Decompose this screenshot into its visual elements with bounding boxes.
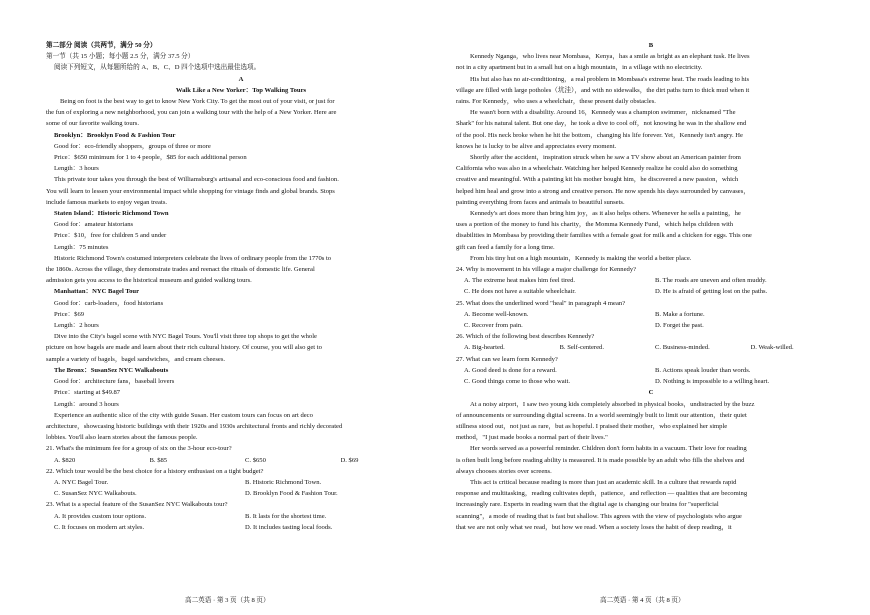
text-line: increasingly rare. Experts in reading warn that the digital age is changing our brains for "superficial bbox=[456, 501, 719, 509]
text-line: 第二部分 阅读（共两节，满分 50 分） bbox=[46, 42, 157, 49]
text-line: 第一节（共 15 小题；每小题 2.5 分，满分 37.5 分） bbox=[46, 53, 195, 61]
text-line: knows he is lucky to be alive and appreciates every moment. bbox=[456, 142, 617, 150]
text-line: gift can feed a family for a long time. bbox=[456, 243, 555, 251]
footer-left-page-number: 高二英语 · 第 3 页（共 8 页） bbox=[185, 597, 270, 604]
text-line: that we are not only what we read，but how we read. When a society loses the habit of deep reading，it bbox=[456, 523, 732, 531]
text-line: From his tiny hut on a high mountain，Kennedy is making the world a better place. bbox=[470, 254, 692, 262]
answer-option: B. It lasts for the shortest time. bbox=[245, 512, 327, 520]
text-line: Good for：architecture fans，baseball lovers bbox=[54, 378, 175, 386]
text-line: Manhattan：NYC Bagel Tour bbox=[54, 288, 139, 296]
answer-option: C. Good things come to those who wait. bbox=[464, 378, 571, 386]
text-line: 21. What's the minimum fee for a group of six on the 3-hour eco-tour? bbox=[46, 445, 232, 453]
text-line: This act is critical because reading is more than just an academic skill. In a culture that rewards rapid bbox=[470, 478, 737, 486]
text-line: Dive into the City's bagel scene with NYC Bagel Tours. You'll visit three top shops to get the whole bbox=[54, 333, 317, 341]
answer-option: C. Recover from pain. bbox=[464, 322, 523, 330]
text-line: Kennedy's art does more than bring him joy，as it also helps others. Whenever he sells a painting，he bbox=[470, 210, 741, 218]
text-line: This private tour takes you through the best of Williamsburg's artisanal and eco-conscious food and fashion. bbox=[54, 176, 339, 184]
right-page-column bbox=[456, 40, 846, 533]
text-line: 阅读下列短文，从每题所给的 A、B、C、D 四个选项中选出最佳选项。 bbox=[54, 64, 261, 72]
answer-option: D. It includes tasting local foods. bbox=[245, 523, 333, 531]
text-line: A bbox=[238, 75, 244, 83]
text-line: Good for：eco-friendly shoppers，groups of three or more bbox=[54, 142, 211, 150]
text-line: Walk Like a New Yorker：Top Walking Tours bbox=[175, 86, 307, 94]
text-line: Price：starting at $49.87 bbox=[54, 389, 121, 397]
answer-options bbox=[456, 376, 846, 387]
answer-options bbox=[456, 309, 846, 320]
text-line: village are filled with large potholes（坑洼），and with no sidewalks，the dirt paths turn to thick mud when it bbox=[456, 86, 750, 94]
text-line: sample a variety of bagels，bagel sandwiches，and cream cheeses. bbox=[46, 355, 226, 363]
answer-options bbox=[46, 511, 436, 522]
answer-option: A. Good deed is done for a reward. bbox=[464, 366, 557, 374]
text-line: Good for：carb-loaders，food historians bbox=[54, 299, 164, 307]
text-line: creative and meaningful. With a painting kit his mother bought him，he discovered a new passion，which bbox=[456, 176, 739, 184]
answer-options bbox=[456, 320, 846, 331]
text-line: picture on how bagels are made and learn about their rich cultural history. Of course, you will also get to bbox=[46, 344, 322, 352]
answer-option: D. Nothing is impossible to a willing heart. bbox=[655, 378, 770, 386]
answer-options bbox=[456, 342, 846, 353]
answer-option: A. The extreme heat makes him feel tired. bbox=[464, 277, 576, 285]
text-line: Brooklyn：Brooklyn Food & Fashion Tour bbox=[54, 131, 176, 139]
text-line: Good for：amateur historians bbox=[54, 221, 134, 229]
text-line: of the pool. His neck broke when he hit the bottom，changing his life forever. Yet，Kennedy isn't angry. He bbox=[456, 131, 743, 139]
left-page-column bbox=[46, 40, 436, 533]
answer-options bbox=[46, 455, 436, 466]
answer-option: B. Make a fortune. bbox=[655, 310, 705, 318]
answer-option: A. Become well-known. bbox=[464, 310, 529, 318]
text-line: uses a portion of the money to fund his charity，the Momma Kennedy Fund，which helps children with bbox=[456, 221, 734, 229]
text-line: helped him heal and grow into a strong and creative person. He now spends his days surrounded by canvases， bbox=[456, 187, 750, 195]
text-line: of announcements or surrounding digital screens. In a world seemingly built to limit our attention，their quiet bbox=[456, 411, 747, 419]
text-line: Staten Island：Historic Richmond Town bbox=[54, 210, 169, 218]
text-line: The Bronx：SusanSez NYC Walkabouts bbox=[54, 366, 169, 374]
text-line: painting everything from faces and animals to beautiful sunsets. bbox=[456, 198, 625, 206]
answer-option: D. He is afraid of getting lost on the paths. bbox=[655, 288, 768, 296]
text-line: Price：$69 bbox=[54, 310, 85, 318]
text-line: the 1860s. Across the village, they demonstrate trades and reenact the rituals of domestic life. General bbox=[46, 266, 315, 274]
answer-options bbox=[46, 522, 436, 533]
text-line: 22. Which tour would be the best choice for a history enthusiast on a tight budget? bbox=[46, 467, 264, 475]
answer-options bbox=[456, 365, 846, 376]
answer-option: C. Business-minded. bbox=[655, 344, 710, 352]
text-line: Length：3 hours bbox=[54, 165, 99, 173]
text-line: Shortly after the accident，inspiration struck when he saw a TV show about an American painter from bbox=[470, 154, 741, 162]
text-line: Length：75 minutes bbox=[54, 243, 109, 251]
text-line: C bbox=[648, 389, 654, 397]
text-line: 24. Why is movement in his village a major challenge for Kennedy? bbox=[456, 266, 637, 274]
text-line: You will learn to lessen your environmental impact while shopping for vintage finds and global brands. Stops bbox=[46, 187, 335, 195]
answer-options bbox=[46, 488, 436, 499]
text-line: He wasn't born with a disability. Around 16，Kennedy was a champion swimmer，nicknamed "The bbox=[470, 109, 736, 117]
answer-option: D. Forget the past. bbox=[655, 322, 704, 330]
text-line: method，"I just made books a normal part of their lives." bbox=[456, 434, 608, 442]
text-line: some of our favorite walking tours. bbox=[46, 120, 140, 128]
answer-option: B. Self-centered. bbox=[559, 344, 604, 352]
text-line: not in a city apartment but in a small hut on a high mountain，in a village with no electricity. bbox=[456, 64, 703, 72]
text-line: is often built long before reading ability is measured. It is made possible by an adult who fills the shelves and bbox=[456, 456, 745, 464]
answer-option: A. $820 bbox=[54, 456, 76, 464]
answer-option: B. The roads are uneven and often muddy. bbox=[655, 277, 767, 285]
answer-option: A. Big-hearted. bbox=[464, 344, 505, 352]
text-line: architecture，showcasing historic buildings with their 1920s and 1930s architectural fronts and richly decorated bbox=[46, 422, 343, 430]
text-line: At a noisy airport，I saw two young kids completely absorbed in physical books，undistracted by the buzz bbox=[470, 400, 755, 408]
text-line: response and multitasking，reading cultivates depth，patience，and reflection — qualities that are becoming bbox=[456, 490, 748, 498]
answer-option: A. NYC Bagel Tour. bbox=[54, 478, 109, 486]
answer-option: B. $85 bbox=[149, 456, 168, 464]
text-line: Price：$10，free for children 5 and under bbox=[54, 232, 167, 240]
text-line: Length：2 hours bbox=[54, 322, 99, 330]
text-line: 26. Which of the following best describes Kennedy? bbox=[456, 333, 595, 341]
footer-right-page-number: 高二英语 · 第 4 页（共 8 页） bbox=[600, 597, 685, 604]
text-line: always chooses stories over screens. bbox=[456, 467, 552, 475]
answer-option: B. Actions speak louder than words. bbox=[655, 366, 751, 374]
answer-options bbox=[456, 275, 846, 286]
text-line: 25. What does the underlined word "heal" in paragraph 4 mean? bbox=[456, 299, 626, 307]
text-line: His hut also has no air-conditioning，a real problem in Mombasa's extreme heat. The roads leading to his bbox=[470, 75, 750, 83]
answer-option: C. It focuses on modern art styles. bbox=[54, 523, 145, 531]
answer-option: D. Weak-willed. bbox=[750, 344, 794, 352]
answer-option: D. $69 bbox=[340, 456, 359, 464]
answer-option: C. SusanSez NYC Walkabouts. bbox=[54, 490, 137, 498]
text-line: Price：$650 minimum for 1 to 4 people，$85 for each additional person bbox=[54, 154, 247, 162]
answer-option: C. $650 bbox=[245, 456, 266, 464]
text-line: include famous markets to enjoy vegan treats. bbox=[46, 198, 168, 206]
answer-option: D. Brooklyn Food & Fashion Tour. bbox=[245, 490, 338, 498]
answer-option: C. He does not have a suitable wheelchair. bbox=[464, 288, 576, 296]
text-line: rains. For Kennedy，who uses a wheelchair，these present daily obstacles. bbox=[456, 98, 656, 106]
text-line: B bbox=[648, 42, 654, 49]
text-line: Experience an authentic slice of the city with guide Susan. Her custom tours can focus on art deco bbox=[54, 411, 313, 419]
text-line: Shark" for his natural talent. But one day，he took a dive to cool off，not knowing he was in the shallow end bbox=[456, 120, 747, 128]
answer-options bbox=[46, 477, 436, 488]
text-line: Length：around 3 hours bbox=[54, 400, 119, 408]
text-line: Her words served as a powerful reminder. Children don't form habits in a vacuum. Their love for reading bbox=[470, 445, 747, 453]
answer-option: B. Historic Richmond Town. bbox=[245, 478, 322, 486]
text-line: Being on foot is the best way to get to know New York City. To get the most out of your visit, or just for bbox=[60, 98, 335, 106]
text-line: California who was also in a wheelchair. Watching her helped Kennedy realize he could also do something bbox=[456, 165, 738, 173]
text-line: 27. What can we learn form Kennedy? bbox=[456, 355, 558, 363]
text-line: stillness stood out，not just as rare，but as hopeful. I praised their mother，who explained her simple bbox=[456, 422, 728, 430]
text-line: Kennedy Nganga，who lives near Mombasa，Kenya，has a smile as bright as an elephant tusk. He lives bbox=[470, 53, 750, 61]
answer-option: A. It provides custom tour options. bbox=[54, 512, 147, 520]
text-line: admission gets you access to the historical museum and guided walking tours. bbox=[46, 277, 252, 285]
text-line: disabilities in Mombasa by providing their families with a female goat for milk and a chicken for eggs. This one bbox=[456, 232, 752, 240]
text-line: Historic Richmond Town's costumed interpreters celebrate the lives of ordinary people from the 1770s to bbox=[54, 254, 332, 262]
text-line: 23. What is a special feature of the SusanSez NYC Walkabouts tour? bbox=[46, 501, 228, 509]
text-line: lobbies. You'll also learn stories about the famous people. bbox=[46, 434, 198, 442]
text-line: the fun of exploring a new neighborhood, you can join a walking tour with the help of a New Yorker. Here are bbox=[46, 109, 337, 117]
answer-options bbox=[456, 286, 846, 297]
text-line: scanning"，a mode of reading that is fast but shallow. This agrees with the view of psychologists who argue bbox=[456, 512, 742, 520]
